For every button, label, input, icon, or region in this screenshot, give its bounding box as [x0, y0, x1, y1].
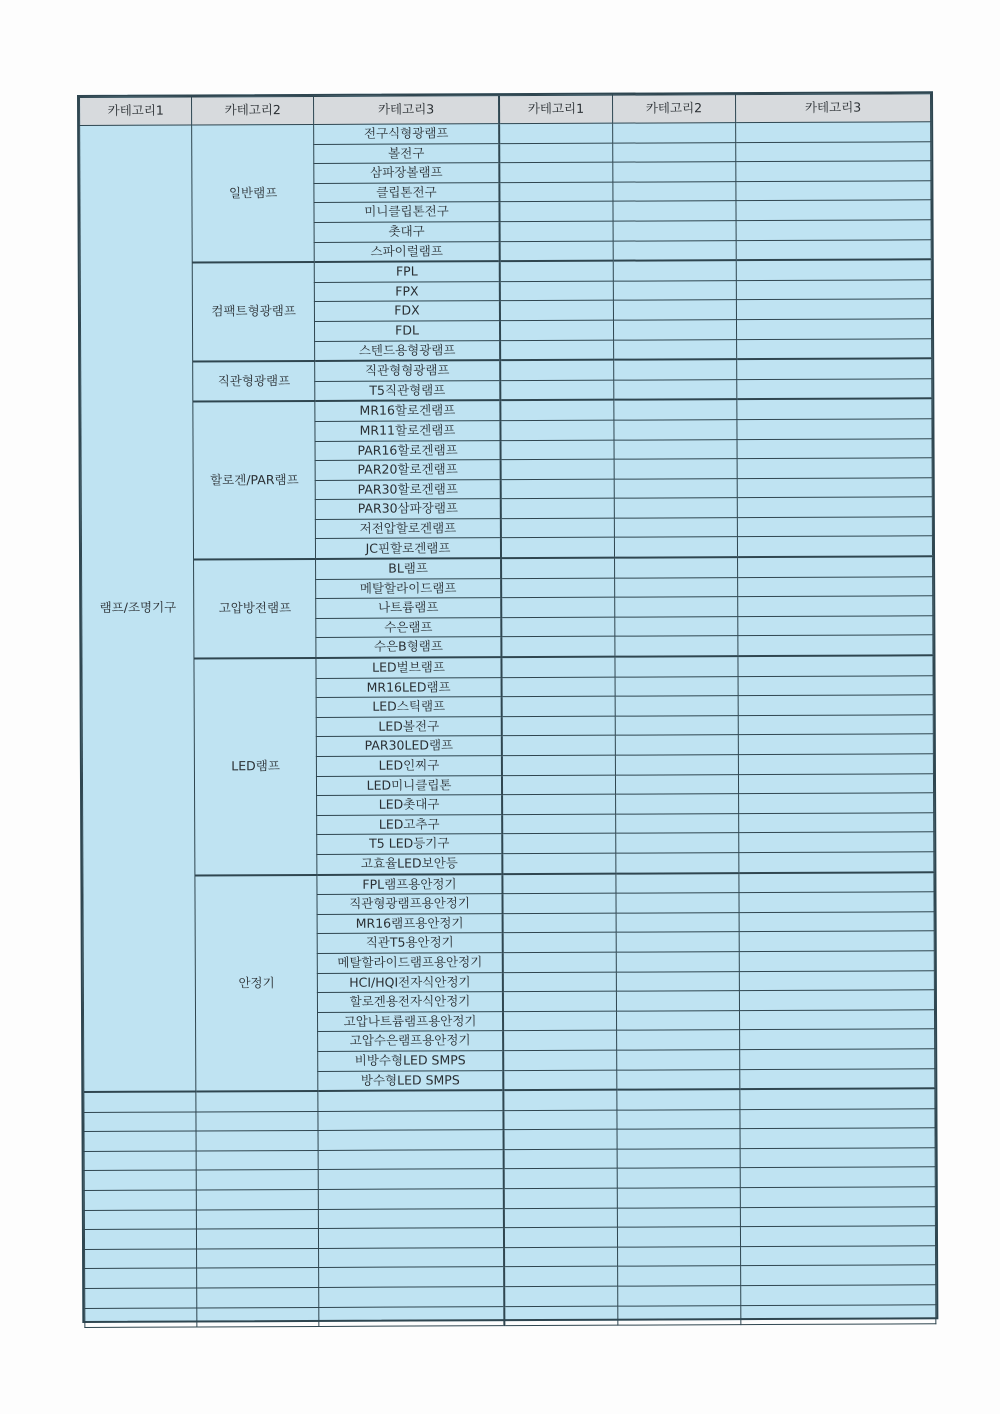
empty-cell	[738, 695, 933, 715]
empty-cell	[616, 853, 739, 874]
empty-cell	[501, 657, 614, 678]
category-sheet	[77, 91, 938, 1323]
empty-cell	[613, 201, 736, 221]
empty-cell	[614, 498, 737, 518]
empty-cell	[501, 617, 614, 637]
empty-cell	[737, 338, 932, 359]
empty-cell	[196, 1091, 318, 1112]
empty-cell	[503, 1050, 616, 1070]
category3-cell: 직관T5용안정기	[317, 933, 503, 953]
category3-cell: FDX	[314, 301, 500, 321]
empty-cell	[615, 755, 738, 775]
empty-cell	[617, 1305, 740, 1325]
category2-cell: 안정기	[195, 875, 318, 1092]
empty-cell	[616, 873, 739, 894]
category3-cell: JC핀할로겐램프	[315, 538, 501, 559]
empty-cell	[737, 399, 932, 420]
category3-cell: FDL	[315, 321, 501, 341]
empty-cell	[740, 1148, 935, 1168]
empty-cell	[504, 1188, 617, 1208]
empty-cell	[502, 814, 615, 834]
category3-cell: 메탈할라이드램프	[316, 578, 502, 598]
empty-cell	[614, 420, 737, 440]
empty-cell	[617, 1148, 740, 1168]
category3-cell: LED고추구	[317, 814, 503, 834]
empty-cell	[500, 340, 613, 361]
empty-cell	[614, 399, 737, 420]
empty-cell	[739, 832, 934, 852]
empty-cell	[736, 220, 931, 240]
empty-cell	[319, 1267, 505, 1287]
empty-cell	[85, 1249, 197, 1269]
empty-cell	[741, 1265, 936, 1285]
empty-cell	[615, 656, 738, 677]
category3-cell: 클립톤전구	[314, 182, 500, 202]
empty-cell	[501, 498, 614, 518]
empty-cell	[85, 1308, 197, 1328]
empty-cell	[502, 755, 615, 775]
empty-cell	[499, 123, 612, 143]
empty-cell	[84, 1092, 196, 1113]
empty-cell	[500, 301, 613, 321]
empty-cell	[499, 143, 612, 163]
empty-cell	[500, 221, 613, 241]
empty-cell	[612, 123, 735, 143]
empty-cell	[614, 459, 737, 479]
empty-cell	[741, 1285, 936, 1305]
empty-cell	[197, 1209, 319, 1229]
empty-cell	[737, 358, 932, 379]
category3-cell: 고압수은램프용안정기	[318, 1031, 504, 1051]
empty-cell	[739, 813, 934, 833]
empty-cell	[737, 438, 932, 458]
category2-cell: 일반램프	[192, 124, 314, 262]
empty-cell	[504, 1169, 617, 1189]
empty-cell	[500, 360, 613, 381]
empty-cell	[739, 970, 934, 990]
empty-cell	[616, 1069, 739, 1090]
empty-cell	[501, 459, 614, 479]
header-category3-right: 카테고리3	[736, 94, 931, 123]
empty-cell	[740, 1068, 935, 1089]
empty-cell	[741, 1246, 936, 1266]
category3-cell: 수은B형램프	[316, 637, 502, 658]
empty-cell	[501, 440, 614, 460]
empty-cell	[502, 794, 615, 814]
category3-cell: MR16할로겐램프	[315, 400, 501, 421]
empty-cell	[502, 834, 615, 854]
empty-cell	[613, 339, 736, 360]
empty-cell	[740, 1128, 935, 1148]
category3-cell: 수은램프	[316, 617, 502, 637]
header-row	[80, 94, 931, 126]
category3-cell: LED볼전구	[316, 716, 502, 736]
empty-cell	[613, 181, 736, 201]
empty-cell	[739, 912, 934, 932]
empty-cell	[504, 1247, 617, 1267]
empty-cell	[614, 537, 737, 558]
empty-cell	[616, 1030, 739, 1050]
empty-cell	[613, 379, 736, 400]
empty-cell	[738, 635, 933, 656]
empty-cell	[501, 637, 614, 658]
empty-cell	[613, 260, 736, 281]
empty-cell	[318, 1208, 504, 1228]
empty-cell	[616, 912, 739, 932]
empty-cell	[617, 1089, 740, 1110]
category3-cell: 고압나트륨램프용안정기	[318, 1011, 504, 1031]
category3-cell: MR16램프용안정기	[317, 913, 503, 933]
empty-cell	[739, 951, 934, 971]
empty-cell	[614, 439, 737, 459]
category3-cell: MR11할로겐램프	[315, 421, 501, 441]
empty-cell	[503, 913, 616, 933]
empty-cell	[504, 1267, 617, 1287]
category3-cell: 직관형광램프용안정기	[317, 894, 503, 914]
category3-cell: 메탈할라이드램프용안정기	[317, 953, 503, 973]
empty-cell	[503, 1011, 616, 1031]
empty-cell	[197, 1248, 319, 1268]
empty-cell	[319, 1287, 505, 1307]
category2-cell: 할로겐/PAR램프	[193, 401, 315, 559]
empty-cell	[500, 261, 613, 282]
empty-cell	[736, 239, 931, 260]
empty-cell	[738, 576, 933, 596]
empty-cell	[196, 1111, 318, 1131]
header-category1-left: 카테고리1	[80, 97, 192, 125]
empty-cell	[613, 162, 736, 182]
category2-cell: 직관형광램프	[193, 361, 315, 402]
empty-cell	[84, 1210, 196, 1230]
category3-cell: 방수형LED SMPS	[318, 1070, 504, 1091]
empty-cell	[736, 122, 931, 142]
empty-cell	[84, 1190, 196, 1210]
empty-cell	[740, 1187, 935, 1207]
empty-cell	[739, 892, 934, 912]
empty-cell	[741, 1226, 936, 1246]
empty-cell	[737, 517, 932, 537]
empty-cell	[737, 319, 932, 339]
empty-cell	[739, 852, 934, 873]
empty-cell	[616, 1010, 739, 1030]
empty-cell	[736, 141, 931, 161]
category1-cell: 램프/조명기구	[80, 125, 197, 1092]
empty-cell	[739, 931, 934, 951]
empty-cell	[319, 1247, 505, 1267]
empty-cell	[504, 1227, 617, 1247]
empty-cell	[739, 773, 934, 793]
empty-cell	[504, 1129, 617, 1149]
category3-cell: 삼파장볼램프	[314, 163, 500, 183]
empty-cell	[737, 458, 932, 478]
empty-cell	[613, 240, 736, 261]
empty-cell	[84, 1112, 196, 1132]
category3-cell: 미니클립톤전구	[314, 202, 500, 222]
empty-cell	[738, 596, 933, 616]
empty-cell	[85, 1268, 197, 1288]
empty-cell	[503, 1030, 616, 1050]
empty-cell	[197, 1190, 319, 1210]
empty-cell	[617, 1207, 740, 1227]
empty-cell	[740, 1108, 935, 1128]
empty-cell	[614, 478, 737, 498]
empty-cell	[615, 715, 738, 735]
empty-cell	[503, 1070, 616, 1091]
empty-cell	[502, 677, 615, 697]
category3-cell: LED촛대구	[317, 795, 503, 815]
category3-cell: LED벌브램프	[316, 657, 502, 678]
category3-cell: T5 LED등기구	[317, 834, 503, 854]
empty-cell	[740, 1049, 935, 1069]
empty-cell	[318, 1228, 504, 1248]
empty-cell	[617, 1129, 740, 1149]
empty-cell	[614, 557, 737, 578]
empty-cell	[612, 142, 735, 162]
empty-cell	[736, 181, 931, 201]
empty-cell	[740, 990, 935, 1010]
empty-cell	[617, 1109, 740, 1129]
category3-cell: T5직관형램프	[315, 380, 501, 401]
empty-cell	[738, 715, 933, 735]
empty-cell	[615, 636, 738, 657]
empty-cell	[616, 1050, 739, 1070]
empty-cell	[84, 1170, 196, 1190]
empty-cell	[318, 1110, 504, 1130]
empty-cell	[318, 1130, 504, 1150]
empty-cell	[501, 479, 614, 499]
empty-cell	[740, 1029, 935, 1049]
empty-cell	[615, 696, 738, 716]
empty-cell	[614, 597, 737, 617]
category3-cell: LED스틱램프	[316, 697, 502, 717]
empty-cell	[85, 1288, 197, 1308]
empty-cell	[616, 991, 739, 1011]
empty-cell	[500, 420, 613, 440]
empty-cell	[617, 1266, 740, 1286]
empty-cell	[737, 378, 932, 399]
empty-cell	[501, 578, 614, 598]
empty-cell	[501, 518, 614, 538]
empty-cell	[502, 853, 615, 874]
empty-cell	[504, 1286, 617, 1306]
empty-cell	[504, 1149, 617, 1169]
category3-cell: PAR20할로겐램프	[315, 460, 501, 480]
category-table	[79, 93, 936, 1328]
empty-cell	[738, 536, 933, 557]
empty-cell	[503, 933, 616, 953]
category3-cell: 전구식형광램프	[314, 124, 500, 144]
empty-cell	[616, 932, 739, 952]
empty-cell	[501, 558, 614, 579]
header-category3-left: 카테고리3	[314, 96, 500, 125]
empty-cell	[197, 1268, 319, 1288]
category3-cell: 볼전구	[314, 143, 500, 163]
empty-cell	[615, 794, 738, 814]
empty-cell	[617, 1168, 740, 1188]
empty-cell	[739, 872, 934, 893]
empty-cell	[738, 675, 933, 695]
empty-cell	[503, 972, 616, 992]
empty-cell	[319, 1306, 505, 1326]
empty-cell	[503, 893, 616, 913]
category3-cell: FPL램프용안정기	[317, 874, 503, 895]
empty-cell	[501, 538, 614, 559]
empty-cell	[615, 833, 738, 853]
empty-cell	[614, 517, 737, 537]
empty-cell	[739, 793, 934, 813]
empty-cell	[737, 419, 932, 439]
empty-cell	[737, 497, 932, 517]
empty-cell	[740, 1009, 935, 1029]
empty-cell	[500, 202, 613, 222]
category3-cell: FPX	[314, 281, 500, 301]
empty-cell	[617, 1227, 740, 1247]
header-category2-right: 카테고리2	[612, 95, 736, 124]
header-category1-right: 카테고리1	[499, 95, 612, 123]
category2-cell: LED램프	[194, 658, 317, 875]
empty-cell	[84, 1131, 196, 1151]
category3-cell: PAR30삼파장램프	[315, 499, 501, 519]
empty-cell	[616, 893, 739, 913]
category3-cell: 스파이럴램프	[314, 241, 500, 262]
category3-cell: MR16LED램프	[316, 677, 502, 697]
empty-cell	[197, 1307, 319, 1327]
empty-cell	[500, 241, 613, 262]
empty-cell	[197, 1229, 319, 1249]
empty-cell	[500, 380, 613, 401]
empty-cell	[736, 161, 931, 181]
empty-cell	[502, 716, 615, 736]
category2-cell: 고압방전램프	[194, 559, 316, 658]
empty-cell	[502, 736, 615, 756]
empty-cell	[615, 774, 738, 794]
empty-cell	[500, 400, 613, 421]
category3-cell: HCI/HQI전자식안정기	[317, 972, 503, 992]
empty-cell	[738, 616, 933, 636]
empty-cell	[196, 1150, 318, 1170]
empty-cell	[197, 1170, 319, 1190]
category3-cell: 고효율LED보안등	[317, 854, 503, 875]
empty-cell	[617, 1188, 740, 1208]
empty-cell	[502, 775, 615, 795]
empty-cell	[617, 1246, 740, 1266]
empty-cell	[502, 873, 615, 894]
empty-cell	[740, 1206, 935, 1226]
empty-cell	[613, 221, 736, 241]
empty-cell	[613, 280, 736, 300]
empty-cell	[738, 556, 933, 577]
empty-cell	[736, 200, 931, 220]
empty-cell	[503, 1110, 616, 1130]
category3-cell: 촛대구	[314, 222, 500, 242]
header-category2-left: 카테고리2	[192, 96, 314, 125]
empty-cell	[615, 813, 738, 833]
category2-cell: 컴팩트형광램프	[193, 262, 315, 361]
category3-cell: LED인찌구	[316, 756, 502, 776]
empty-cell	[503, 1090, 616, 1111]
empty-cell	[504, 1306, 617, 1326]
empty-cell	[617, 1286, 740, 1306]
category3-cell: 나트륨램프	[316, 598, 502, 618]
category3-cell: 스텐드용형광램프	[315, 340, 501, 361]
category3-cell: 할로겐용전자식안정기	[317, 992, 503, 1012]
category3-cell: BL램프	[316, 558, 502, 579]
empty-cell	[615, 735, 738, 755]
empty-cell	[197, 1287, 319, 1307]
category3-cell: 비방수형LED SMPS	[318, 1051, 504, 1071]
empty-cell	[740, 1167, 935, 1187]
empty-cell	[84, 1229, 196, 1249]
empty-row	[85, 1304, 936, 1327]
empty-cell	[616, 971, 739, 991]
empty-cell	[736, 299, 931, 319]
empty-cell	[500, 320, 613, 340]
empty-cell	[499, 182, 612, 202]
empty-cell	[614, 616, 737, 636]
empty-cell	[318, 1169, 504, 1189]
empty-cell	[613, 300, 736, 320]
category3-cell: PAR30LED램프	[316, 736, 502, 756]
empty-cell	[738, 655, 933, 676]
empty-cell	[318, 1090, 504, 1111]
empty-cell	[318, 1189, 504, 1209]
empty-cell	[504, 1208, 617, 1228]
empty-cell	[738, 734, 933, 754]
empty-cell	[499, 162, 612, 182]
category3-cell: PAR16할로겐램프	[315, 440, 501, 460]
category3-cell: 직관형형광램프	[315, 360, 501, 381]
empty-cell	[500, 281, 613, 301]
empty-cell	[503, 991, 616, 1011]
empty-cell	[503, 952, 616, 972]
empty-cell	[613, 359, 736, 380]
empty-cell	[738, 754, 933, 774]
empty-cell	[741, 1304, 936, 1324]
empty-cell	[613, 320, 736, 340]
empty-cell	[318, 1150, 504, 1170]
empty-cell	[736, 280, 931, 300]
empty-cell	[615, 676, 738, 696]
empty-cell	[614, 577, 737, 597]
empty-cell	[501, 597, 614, 617]
category3-cell: FPL	[314, 261, 500, 282]
empty-cell	[740, 1088, 935, 1109]
empty-cell	[616, 952, 739, 972]
empty-cell	[196, 1131, 318, 1151]
category3-cell: LED미니클립톤	[316, 775, 502, 795]
empty-cell	[737, 477, 932, 497]
empty-cell	[736, 259, 931, 280]
category3-cell: PAR30할로겐램프	[315, 479, 501, 499]
category3-cell: 저전압할로겐램프	[315, 519, 501, 539]
empty-cell	[502, 696, 615, 716]
empty-cell	[84, 1151, 196, 1171]
